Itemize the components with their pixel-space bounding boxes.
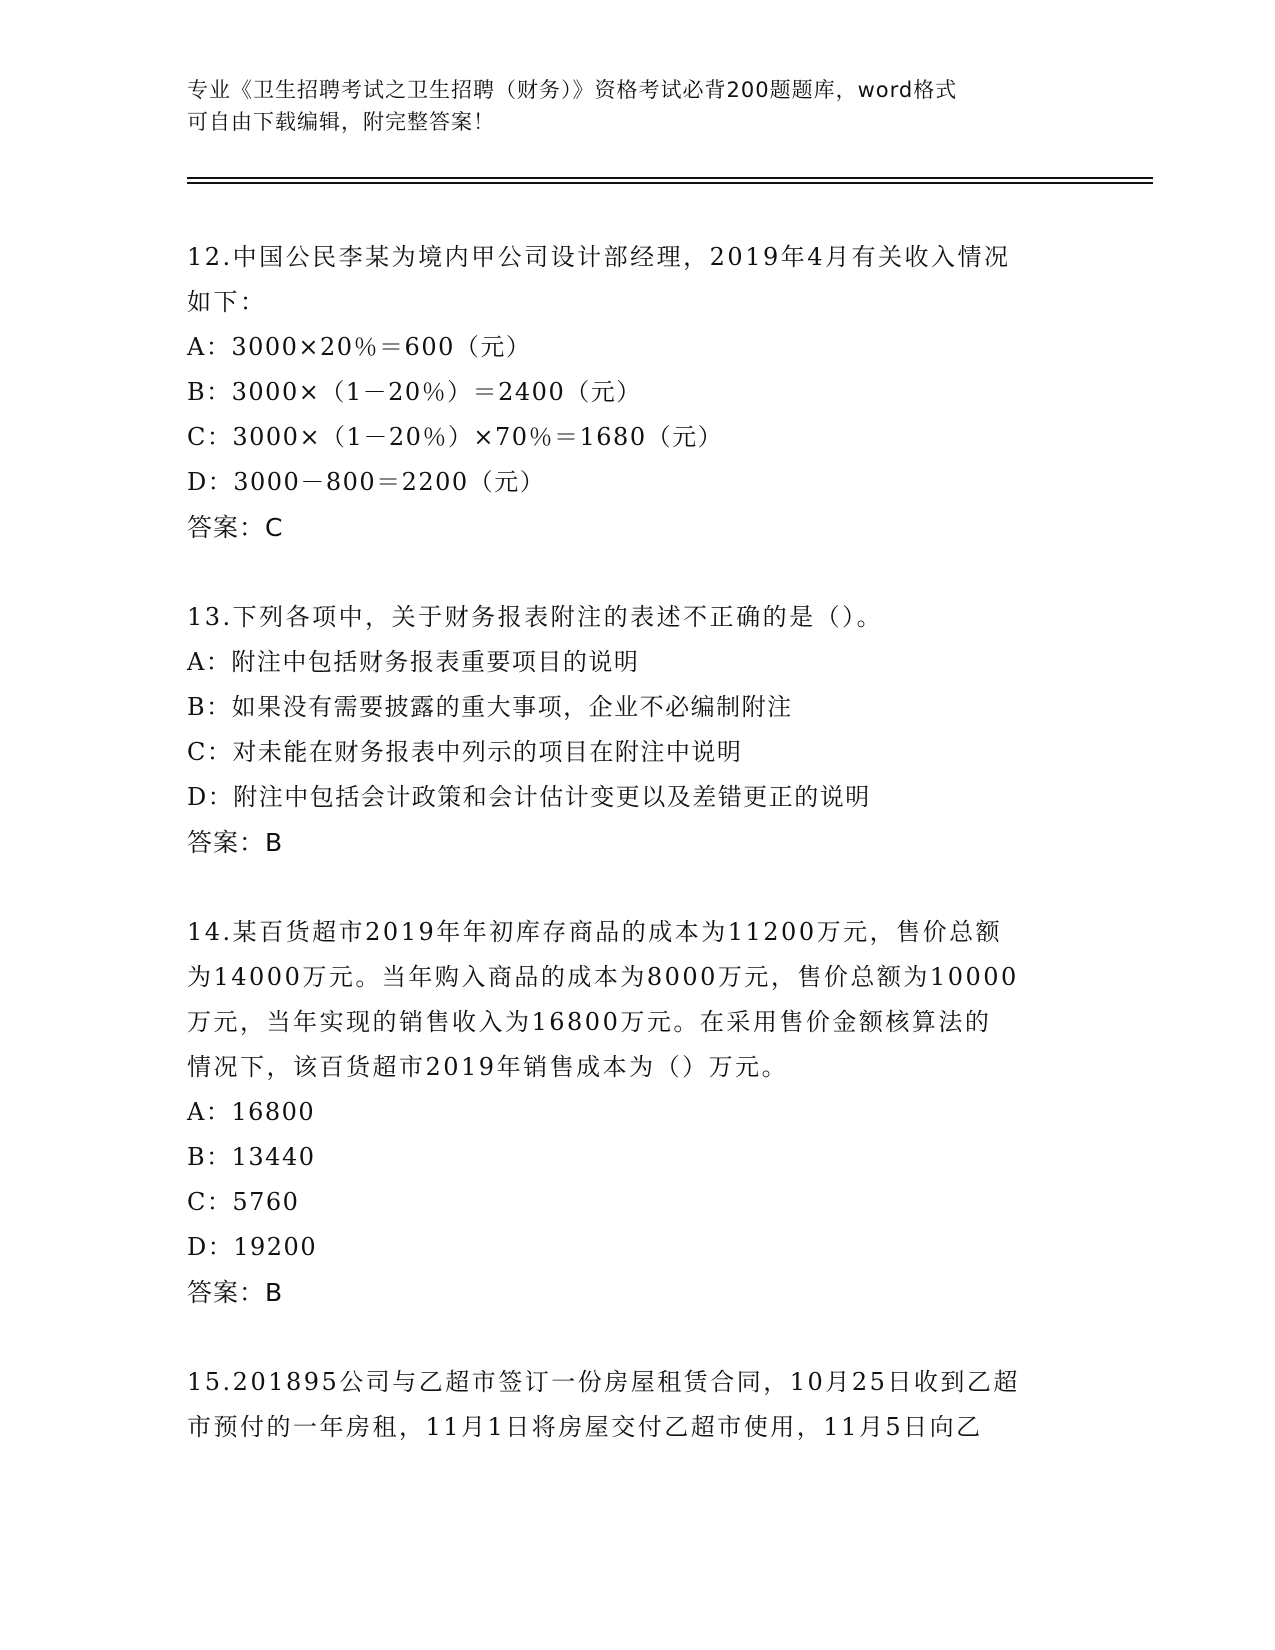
question-14 [187,910,1087,1315]
question-text: 为14000万元。当年购入商品的成本为8000万元，售价总额为10000 [187,963,1019,991]
option-c: C：3000×（1－20％）×70％＝1680（元） [187,423,724,451]
document-header [187,74,1067,138]
question-15 [187,1360,1087,1450]
option-d: D：19200 [187,1233,318,1261]
question-text: 万元，当年实现的销售收入为16800万元。在采用售价金额核算法的 [187,1008,992,1036]
option-c: C：对未能在财务报表中列示的项目在附注中说明 [187,738,743,766]
header-rule-bottom [187,182,1153,184]
question-text: 15.201895公司与乙超市签订一份房屋租赁合同，10月25日收到乙超 [187,1368,1020,1396]
question-list [187,235,1087,1450]
answer: 答案：B [187,1278,284,1307]
option-d: D：3000－800＝2200（元） [187,468,546,496]
header-line-2: 可自由下载编辑，附完整答案！ [187,110,495,134]
answer: 答案：B [187,828,284,857]
header-line-1: 专业《卫生招聘考试之卫生招聘（财务）》资格考试必背200题题库，word格式 [187,78,958,102]
option-d: D：附注中包括会计政策和会计估计变更以及差错更正的说明 [187,783,871,811]
option-a: A：3000×20％＝600（元） [187,333,532,361]
question-text: 情况下，该百货超市2019年销售成本为（）万元。 [187,1053,789,1081]
question-13 [187,595,1087,865]
question-text: 14.某百货超市2019年年初库存商品的成本为11200万元，售价总额 [187,918,1003,946]
question-text: 12.中国公民李某为境内甲公司设计部经理，2019年4月有关收入情况 [187,243,1011,271]
option-a: A：16800 [187,1098,316,1126]
option-b: B：13440 [187,1143,316,1171]
option-b: B：3000×（1－20％）＝2400（元） [187,378,642,406]
question-text: 市预付的一年房租，11月1日将房屋交付乙超市使用，11月5日向乙 [187,1413,983,1441]
question-text: 13.下列各项中，关于财务报表附注的表述不正确的是（）。 [187,603,884,631]
option-a: A：附注中包括财务报表重要项目的说明 [187,648,640,676]
question-12 [187,235,1087,550]
header-rule-top [187,177,1153,179]
answer: 答案：C [187,513,284,542]
option-c: C：5760 [187,1188,300,1216]
question-text: 如下： [187,288,267,316]
option-b: B：如果没有需要披露的重大事项，企业不必编制附注 [187,693,793,721]
